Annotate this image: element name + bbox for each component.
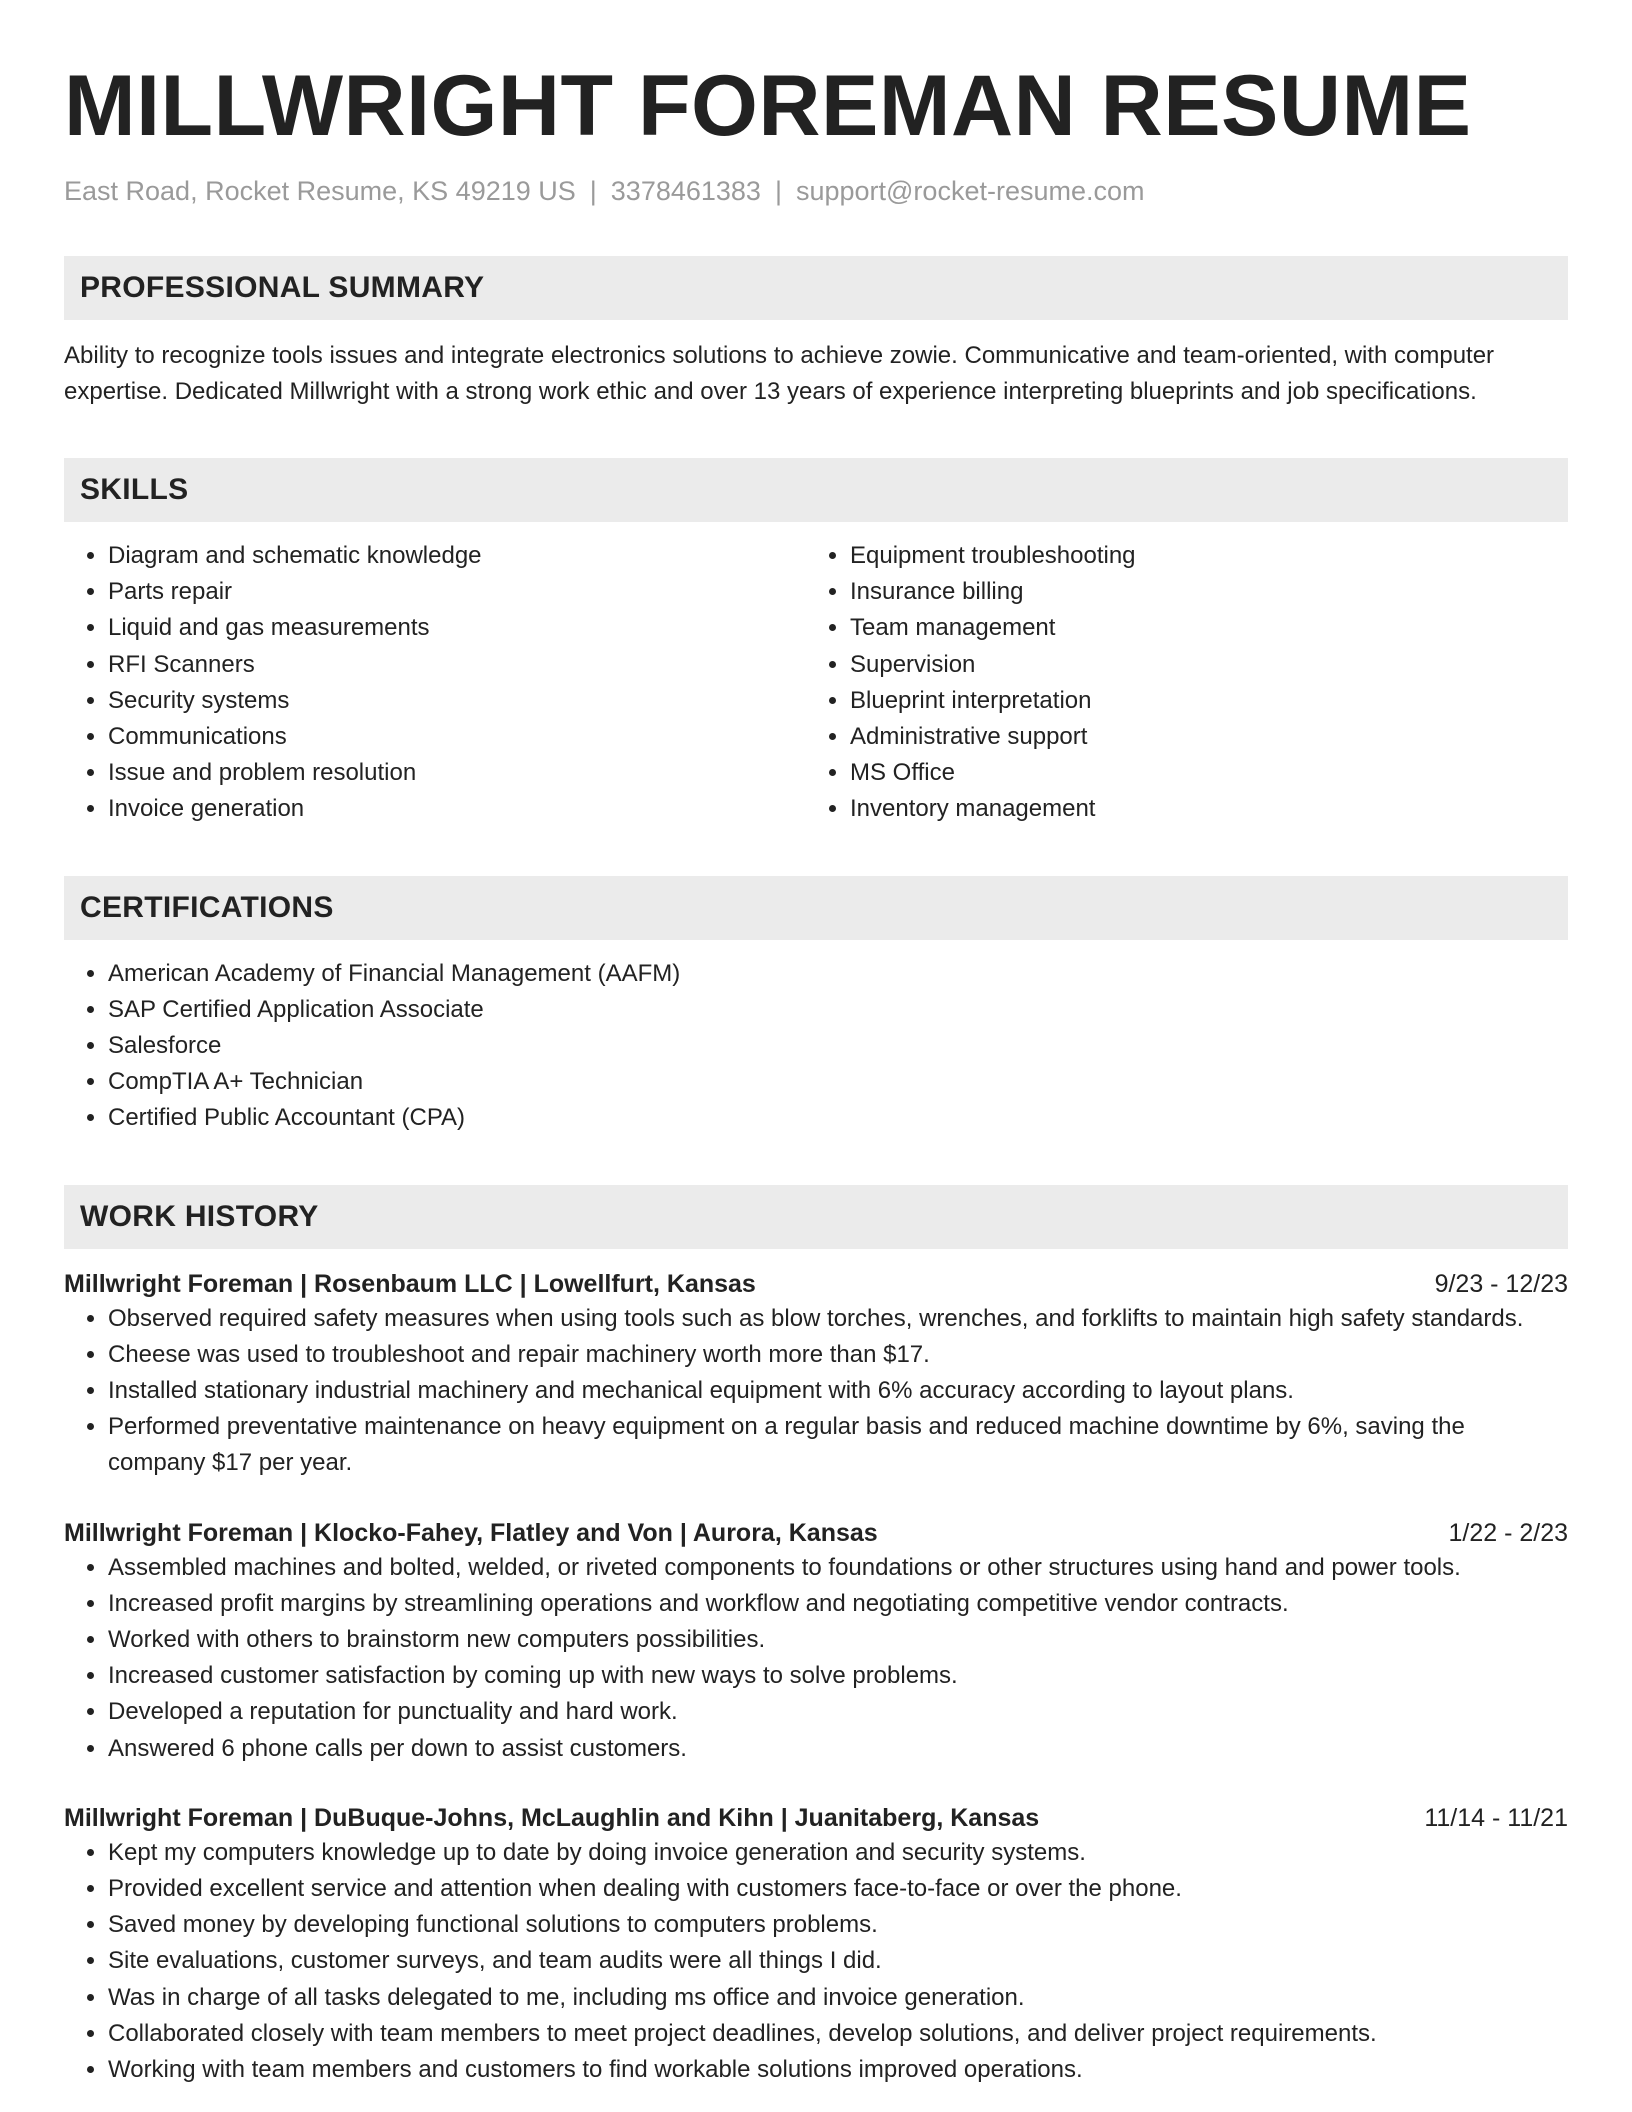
job-dates: 1/22 - 2/23 xyxy=(1448,1518,1568,1547)
job-bullets xyxy=(64,1301,1568,1482)
contact-separator: | xyxy=(589,176,597,206)
skill-item: • Blueprint interpretation xyxy=(850,683,1548,719)
work-history-heading: WORK HISTORY xyxy=(64,1185,1568,1249)
skills-column-left xyxy=(64,538,806,828)
job-bullet: • Answered 6 phone calls per down to assist customers. xyxy=(108,1731,1568,1767)
skill-item: • Diagram and schematic knowledge xyxy=(108,538,806,574)
job-bullet: • Was in charge of all tasks delegated to me, including ms office and invoice generation. xyxy=(108,1980,1568,2016)
job-entry xyxy=(64,1801,1568,2088)
job-header xyxy=(64,1801,1568,1835)
job-bullet: • Saved money by developing functional solutions to computers problems. xyxy=(108,1907,1568,1943)
summary-heading: PROFESSIONAL SUMMARY xyxy=(64,256,1568,320)
job-bullet: • Assembled machines and bolted, welded, or riveted components to foundations or other structures using hand and power tools. xyxy=(108,1550,1568,1586)
skill-item: • Team management xyxy=(850,610,1548,646)
skill-item: • RFI Scanners xyxy=(108,647,806,683)
job-bullets xyxy=(64,1835,1568,2088)
skill-item: • Issue and problem resolution xyxy=(108,755,806,791)
email: support@rocket-resume.com xyxy=(795,176,1145,206)
summary-text: Ability to recognize tools issues and integrate electronics solutions to achieve zowie. Communicative and team-oriented, with computer expertise. Dedicated Millwright with a strong work ethic and over 13 years of experience interpreting blueprints and job specifications. xyxy=(64,342,1495,405)
certifications-list xyxy=(64,956,1568,1137)
job-bullet: • Increased customer satisfaction by coming up with new ways to solve problems. xyxy=(108,1658,1568,1694)
job-bullets xyxy=(64,1550,1568,1767)
job-dates: 9/23 - 12/23 xyxy=(1434,1269,1568,1298)
job-bullet: • Site evaluations, customer surveys, and team audits were all things I did. xyxy=(108,1943,1568,1979)
certification-item: • Certified Public Accountant (CPA) xyxy=(108,1100,1568,1136)
certification-item: • American Academy of Financial Management (AAFM) xyxy=(108,956,1568,992)
skill-item: • Equipment troubleshooting xyxy=(850,538,1548,574)
certification-item: • SAP Certified Application Associate xyxy=(108,992,1568,1028)
job-bullet: • Performed preventative maintenance on heavy equipment on a regular basis and reduced machine downtime by 6%, saving the company $17 per year. xyxy=(108,1409,1568,1481)
skills-column-right xyxy=(806,538,1548,828)
job-bullet: • Observed required safety measures when using tools such as blow torches, wrenches, and forklifts to maintain high safety standards. xyxy=(108,1301,1568,1337)
job-bullet: • Kept my computers knowledge up to date by doing invoice generation and security systems. xyxy=(108,1835,1568,1871)
skill-item: • Communications xyxy=(108,719,806,755)
job-dates: 11/14 - 11/21 xyxy=(1424,1803,1568,1832)
skills-list xyxy=(64,538,1568,828)
skill-item: • Security systems xyxy=(108,683,806,719)
skill-item: • Supervision xyxy=(850,647,1548,683)
skill-item: • Insurance billing xyxy=(850,574,1548,610)
skill-item: • Parts repair xyxy=(108,574,806,610)
certification-item: • Salesforce xyxy=(108,1028,1568,1064)
skills-heading: SKILLS xyxy=(64,458,1568,522)
resume-page xyxy=(64,0,1568,2088)
skill-item: • Liquid and gas measurements xyxy=(108,610,806,646)
skill-item: • Invoice generation xyxy=(108,791,806,827)
job-bullet: • Developed a reputation for punctuality and hard work. xyxy=(108,1694,1568,1730)
job-bullet: • Increased profit margins by streamlining operations and workflow and negotiating competitive vendor contracts. xyxy=(108,1586,1568,1622)
resume-title: MILLWRIGHT FOREMAN RESUME xyxy=(64,58,1472,154)
job-bullet: • Cheese was used to troubleshoot and repair machinery worth more than $17. xyxy=(108,1337,1568,1373)
job-title: Millwright Foreman | Rosenbaum LLC | Lowellfurt, Kansas xyxy=(64,1269,756,1298)
skill-item: • Inventory management xyxy=(850,791,1548,827)
job-title: Millwright Foreman | Klocko-Fahey, Flatley and Von | Aurora, Kansas xyxy=(64,1518,878,1547)
job-bullet: • Provided excellent service and attention when dealing with customers face-to-face or over the phone. xyxy=(108,1871,1568,1907)
phone: 3378461383 xyxy=(610,176,761,206)
skill-item: • Administrative support xyxy=(850,719,1548,755)
job-header xyxy=(64,1267,1568,1301)
job-bullet: • Worked with others to brainstorm new computers possibilities. xyxy=(108,1622,1568,1658)
certification-item: • CompTIA A+ Technician xyxy=(108,1064,1568,1100)
job-bullet: • Installed stationary industrial machinery and mechanical equipment with 6% accuracy according to layout plans. xyxy=(108,1373,1568,1409)
job-header xyxy=(64,1516,1568,1550)
address: East Road, Rocket Resume, KS 49219 US xyxy=(64,176,576,206)
contact-separator: | xyxy=(774,176,782,206)
job-bullet: • Collaborated closely with team members to meet project deadlines, develop solutions, and deliver project requirements. xyxy=(108,2016,1568,2052)
job-title: Millwright Foreman | DuBuque-Johns, McLaughlin and Kihn | Juanitaberg, Kansas xyxy=(64,1803,1040,1832)
contact-line xyxy=(64,174,1568,208)
job-entry xyxy=(64,1516,1568,1767)
job-entry xyxy=(64,1267,1568,1482)
job-bullet: • Working with team members and customers to find workable solutions improved operations. xyxy=(108,2052,1568,2088)
skill-item: • MS Office xyxy=(850,755,1548,791)
certifications-heading: CERTIFICATIONS xyxy=(64,876,1568,940)
